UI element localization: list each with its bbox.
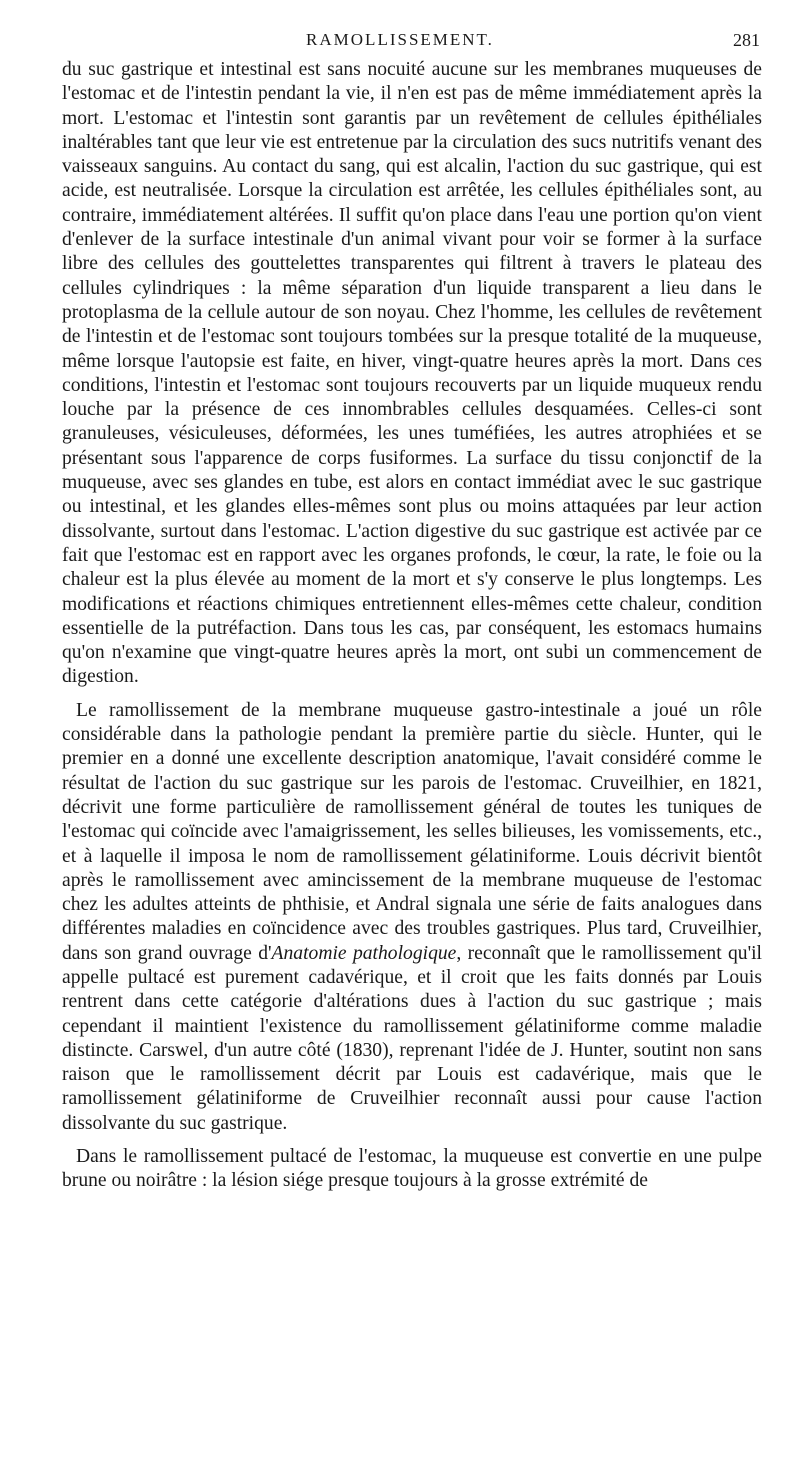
paragraph-2	[62, 699, 762, 1136]
paragraph-3: Dans le ramollissement pultacé de l'estomac, la muqueuse est convertie en une pulpe brune ou noirâtre : la lésion siége presque toujours à la grosse extrémité de	[62, 1146, 762, 1192]
paragraph-2-text-before: Le ramollissement de la membrane muqueuse gastro-intestinale a joué un rôle considérable dans la pathologie pendant la première partie du siècle. Hunter, qui le premier en a donné une excellente description anatomique, l'avait considéré comme le résultat de l'action du suc gastrique sur les parois de l'estomac. Cruveilhier, en 1821, décrivit une forme particulière de ramollissement général de toutes les tuniques de l'estomac qui coïncide avec l'amaigrissement, les selles bilieuses, les vomissements, etc., et à laquelle il imposa le nom de ramollissement gélatiniforme. Louis décrivit bientôt après le ramollissement avec amincissement de la membrane muqueuse de l'estomac chez les adultes atteints de phthisie, et Andral signala une série de faits analogues dans différentes maladies en coïncidence avec des troubles gastriques. Plus tard, Cruveilhier, dans son grand ouvrage d'	[62, 699, 762, 964]
paragraph-2-italic-title: Anatomie pathologique	[271, 942, 457, 964]
running-title: RAMOLLISSEMENT.	[306, 30, 494, 49]
page-header	[0, 30, 800, 56]
body-text	[62, 58, 762, 1194]
page-number: 281	[733, 30, 760, 50]
paragraph-2-text-after: , reconnaît que le ramollissement qu'il appelle pultacé est purement cadavérique, et il croit que les faits donnés par Louis rentrent dans cette catégorie d'altérations dues à l'action du suc gastrique ; mais cependant il maintient l'existence du ramollissement gélatiniforme comme maladie distincte. Carswel, d'un autre côté (1830), reprenant l'idée de J. Hunter, soutint non sans raison que le ramollissement décrit par Louis est cadavérique, mais que le ramollissement gélatiniforme de Cruveilhier reconnaît aussi pour cause l'action dissolvante du suc gastrique.	[62, 942, 762, 1134]
paragraph-1: du suc gastrique et intestinal est sans nocuité aucune sur les membranes muqueuses de l'estomac et de l'intestin pendant la vie, il n'en est pas de même immédiatement après la mort. L'estomac et l'intestin sont garantis par un revêtement de cellules épithéliales inaltérables tant que leur vie est entretenue par la circulation des sucs nutritifs venant des vaisseaux sanguins. Au contact du sang, qui est alcalin, l'action du suc gastrique, qui est acide, est neutralisée. Lorsque la circulation est arrêtée, les cellules épithéliales sont, au contraire, immédiatement altérées. Il suffit qu'on place dans l'eau une portion qu'on vient d'enlever de la surface intestinale d'un animal vivant pour voir se former à la surface libre des cellules des gouttelettes transparentes qui filtrent à travers le plateau des cellules cylindriques : la même séparation d'un liquide transparent a lieu dans le protoplasma de la cellule autour de son noyau. Chez l'homme, les cellules de revêtement de l'intestin et de l'estomac sont toujours tombées sur la presque totalité de la muqueuse, même lorsque l'autopsie est faite, en hiver, vingt-quatre heures après la mort. Dans ces conditions, l'intestin et l'estomac sont toujours recouverts par un liquide muqueux rendu louche par la présence de ces innombrables cellules desquamées. Celles-ci sont granuleuses, vésiculeuses, déformées, les unes tuméfiées, les autres atrophiées et se présentant sous l'apparence de corps fusiformes. La surface du tissu conjonctif de la muqueuse, avec ses glandes en tube, est alors en contact immédiat avec le suc gastrique ou intestinal, et les glandes elles-mêmes sont plus ou moins attaquées par leur action dissolvante, surtout dans l'estomac. L'action digestive du suc gastrique est activée par ce fait que l'estomac est en rapport avec les organes profonds, le cœur, la rate, le foie ou la chaleur est la plus élevée au moment de la mort et s'y conserve le plus longtemps. Les modifications et réactions chimiques entretiennent elles-mêmes cette chaleur, condition essentielle de la putréfaction. Dans tous les cas, par conséquent, les estomacs humains qu'on n'examine que vingt-quatre heures après la mort, ont subi un commencement de digestion.	[62, 59, 762, 688]
